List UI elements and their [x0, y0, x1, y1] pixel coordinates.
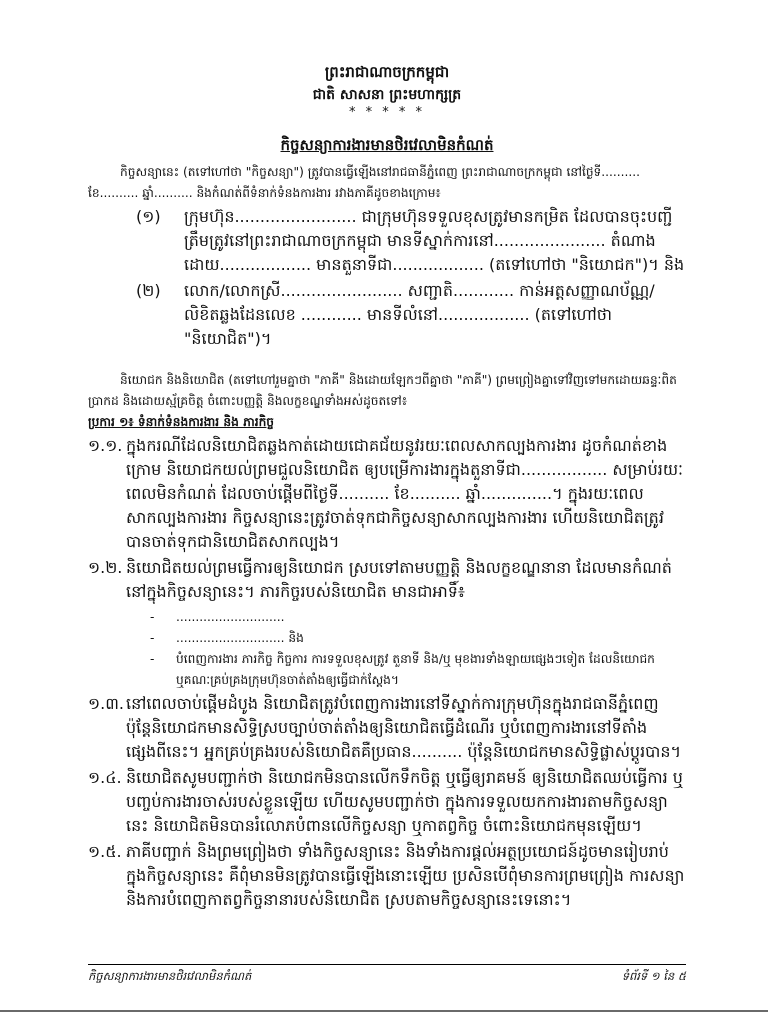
clause-number: ១.២. — [88, 558, 123, 577]
list-item-text: ............................ និង — [176, 631, 304, 645]
clause-text: និយោជិតយល់ព្រមធ្វើការឲ្យនិយោជក ស្របទៅតាមបញ្ញត្តិ និងលក្ខខណ្ឌនានា ដែលមានកំណត់នៅក្នុងកិច្ចសន្យានេះ។ ភារកិច្ចរបស់និយោជិត មានជាអាទិ៍៖ — [126, 558, 672, 601]
article-1-heading: ប្រការ ១៖ ទំនាក់ទំនងការងារ និង ភារកិច្ច — [88, 415, 275, 429]
clause-item — [88, 841, 686, 913]
contract-title: កិច្ចសន្យាការងារមានថិរវេលាមិនកំណត់ — [280, 136, 494, 154]
clause-text: ភាគីបញ្ជាក់ និងព្រមព្រៀងថា ទាំងកិច្ចសន្យានេះ និងទាំងការផ្តល់អត្ថប្រយោជន៍ដូចមានរៀបរាប់ក្នុងកិច្ចសន្យានេះ គឺពុំមានមិនត្រូវបានធ្វើឡើងនោះឡើយ ប្រសិនបើពុំមានការព្រមព្រៀង ការសន្យា និងការបំពេញកាតព្វកិច្ចនានារបស់និយោជិត ស្របតាមកិច្ចសន្យានេះទេនោះ។ — [126, 842, 685, 909]
list-item-text: ............................ — [176, 610, 285, 624]
party-text: លោក/លោកស្រី........................ សញ្ជាតិ............ កាន់អត្តសញ្ញាណប័ណ្ណ/លិខិតឆ្លងដែនលេខ ............ មានទីលំនៅ.................. (តទៅហៅថា "និយោជិត")។ — [184, 281, 655, 348]
party-item — [88, 280, 686, 352]
list-dash: - — [150, 631, 155, 645]
clause-item — [88, 435, 686, 555]
clause-text: នៅពេលចាប់ផ្តើមដំបូង និយោជិតត្រូវបំពេញការងារនៅទីស្នាក់ការក្រុមហ៊ុនក្នុងរាជធានីភ្នំពេញ ប៉ុន្តែនិយោជកមានសិទ្ធិស្របច្បាប់ចាត់តាំងឲ្យនិយោជិតធ្វើដំណើរ ឬបំពេញការងារនៅទីតាំងផ្សេងពីនេះ។ អ្នកគ្រប់គ្រងរបស់និយោជិតគឺប្រធាន.......... ប៉ុន្តែនិយោជកមានសិទ្ធិផ្លាស់ប្តូរបាន។ — [126, 694, 682, 761]
clause-text: ក្នុងករណីដែលនិយោជិតឆ្លងកាត់ដោយជោគជ័យនូវរយៈពេលសាកល្បងការងារ ដូចកំណត់ខាងក្រោម និយោជកយល់ព្រមជួលនិយោជិត ឲ្យបម្រើការងារក្នុងតួនាទីជា................. សម្រាប់រយៈពេលមិនកំណត់ ដែលចាប់ផ្តើមពីថ្ងៃទី.......... ខែ.......... ឆ្នាំ..............។ ក្នុងរយៈពេលសាកល្បងការងារ កិច្ចសន្យានេះត្រូវចាត់ទុកជាកិច្ចសន្យាសាកល្បងការងារ ហើយនិយោជិតត្រូវបានចាត់ទុកជានិយោជិតសាកល្បង។ — [126, 436, 683, 551]
clause-number: ១.៥. — [88, 842, 122, 861]
party-text: ក្រុមហ៊ុន........................ ជាក្រុមហ៊ុនទទួលខុសត្រូវមានកម្រិត ដែលបានចុះបញ្ជីត្រឹមត្រូវនៅព្រះរាជាណាចក្រកម្ពុជា មានទីស្នាក់ការនៅ...................... តំណាងដោយ.................. មានតួនាទីជា.................. (តទៅហៅថា "និយោជក")។ និង — [184, 207, 685, 274]
list-dash: - — [150, 652, 155, 666]
clause-number: ១.៤. — [88, 768, 122, 787]
clause-text: និយោជិតសូមបញ្ជាក់ថា និយោជកមិនបានលើកទឹកចិត្ត ឬធ្វើឲ្យរាគមន៍ ឲ្យនិយោជិតឈប់ធ្វើការ ឬបញ្ចប់ការងារចាស់របស់ខ្លួនឡើយ ហើយសូមបញ្ជាក់ថា ក្នុងការទទួលយកការងារតាមកិច្ចសន្យានេះ និយោជិតមិនបានរំលោភបំពានលើកិច្ចសន្យា ឬកាតព្វកិច្ច ចំពោះនិយោជកមុនឡើយ។ — [126, 768, 683, 835]
party-number: (១) — [136, 207, 161, 226]
stars-divider: * * * * * — [348, 105, 426, 120]
clause-item — [88, 767, 686, 839]
page-footer — [88, 964, 686, 986]
clause-number: ១.១. — [88, 436, 123, 455]
intro-paragraph: កិច្ចសន្យានេះ (តទៅហៅថា "កិច្ចសន្យា") ត្រូវបានធ្វើឡើងនៅរាជធានីភ្នំពេញ ព្រះរាជាណាចក្រកម្ពុជា នៅថ្ងៃទី.......... ខែ.......... ឆ្នាំ.......... និងកំណត់ពីទំនាក់ទំនងការងារ រវាងភាគីដូចខាងក្រោម៖ — [88, 165, 641, 200]
footer-page-number: ទំព័រទី ១ នៃ ៥ — [621, 969, 686, 983]
list-item — [150, 628, 686, 649]
parties-agreement-paragraph: និយោជក និងនិយោជិត (តទៅហៅរួមគ្នាថា "ភាគី" និងដោយឡែកៗពីគ្នាថា "ភាគី") ព្រមព្រៀងគ្នាទៅវិញទៅមកដោយឆន្ទៈពិតប្រាកដ និងដោយស្ម័គ្រចិត្ត ចំពោះបញ្ញត្តិ និងលក្ខខណ្ឌទាំងអស់ដូចតទៅ៖ — [88, 373, 677, 408]
list-dash: - — [150, 610, 155, 624]
list-item — [150, 649, 686, 691]
party-number: (២) — [136, 281, 161, 300]
clause-item — [88, 557, 686, 691]
kingdom-heading: ព្រះរាជាណាចក្រកម្ពុជា — [324, 63, 450, 81]
motto-heading: ជាតិ សាសនា ព្រះមហាក្សត្រ — [312, 87, 462, 103]
bottom-divider — [0, 1010, 768, 1012]
footer-document-title: កិច្ចសន្យាការងារមានថិរវេលាមិនកំណត់ — [88, 969, 252, 983]
list-item — [150, 607, 686, 628]
party-item — [88, 206, 686, 278]
list-item-text: បំពេញការងារ ភារកិច្ច កិច្ចការ ការទទួលខុសត្រូវ តួនាទី និង/ឬ មុខងារទាំងឡាយផ្សេងៗទៀត ដែលនិយោជក ឬគណៈគ្រប់គ្រងក្រុមហ៊ុនចាត់តាំងឲ្យធ្វើជាក់ស្តែង។ — [176, 652, 655, 687]
clause-number: ១.៣. — [88, 694, 124, 713]
clause-item — [88, 693, 686, 765]
duties-list — [126, 607, 686, 691]
